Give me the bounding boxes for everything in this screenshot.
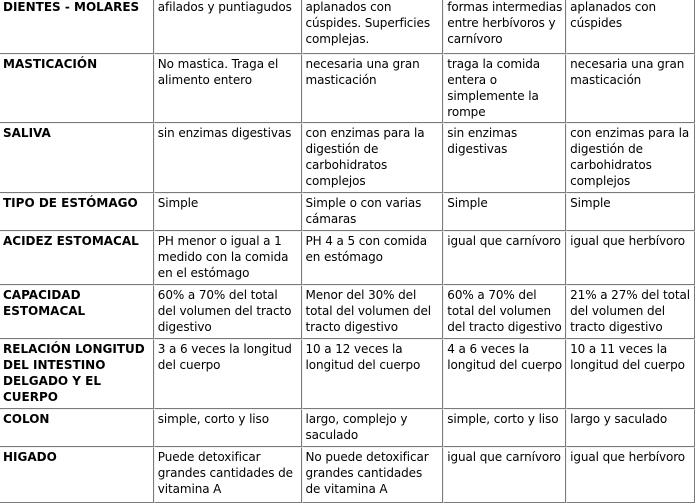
table-cell: Simple (443, 193, 566, 231)
table-cell: aplanados con cúspides. Superficies complejas. (302, 0, 444, 54)
row-header: ACIDEZ ESTOMACAL (0, 231, 154, 285)
table-cell: 10 a 11 veces la longitud del cuerpo (566, 339, 695, 409)
table-cell: Simple (566, 193, 695, 231)
table-row-dientes (0, 0, 695, 54)
table-cell: largo, complejo y saculado (302, 409, 444, 447)
table-row-relacion (0, 339, 695, 409)
table-cell: 4 a 6 veces la longitud del cuerpo (443, 339, 566, 409)
table-row-colon (0, 409, 695, 447)
row-header: DIENTES - MOLARES (0, 0, 154, 54)
table-cell: 60% a 70% del total del volumen del tracto digestivo (154, 285, 302, 339)
table-row-acidez (0, 231, 695, 285)
table-cell: necesaria una gran masticación (566, 54, 695, 123)
row-header: HIGADO (0, 447, 154, 503)
table-cell: igual que carnívoro (443, 447, 566, 503)
row-header: TIPO DE ESTÓMAGO (0, 193, 154, 231)
table-cell: largo y saculado (566, 409, 695, 447)
table-cell: afilados y puntiagudos (154, 0, 302, 54)
table-cell: PH menor o igual a 1 medido con la comida en el estómago (154, 231, 302, 285)
row-header: COLON (0, 409, 154, 447)
table-cell: PH 4 a 5 con comida en estómago (302, 231, 444, 285)
table-cell: simple, corto y liso (154, 409, 302, 447)
table-row-higado (0, 447, 695, 503)
table-cell: formas intermedias entre herbívoros y carnívoro (443, 0, 566, 54)
row-header: RELACIÓN LONGITUD DEL INTESTINO DELGADO Y EL CUERPO (0, 339, 154, 409)
table-cell: simple, corto y liso (443, 409, 566, 447)
row-header: MASTICACIÓN (0, 54, 154, 123)
table-cell: traga la comida entera o simplemente la rompe (443, 54, 566, 123)
table-cell: igual que herbívoro (566, 447, 695, 503)
table-cell: 10 a 12 veces la longitud del cuerpo (302, 339, 444, 409)
table-cell: 3 a 6 veces la longitud del cuerpo (154, 339, 302, 409)
table-cell: 60% a 70% del total del volumen del tracto digestivo (443, 285, 566, 339)
table-cell: con enzimas para la digestión de carbohidratos complejos (566, 123, 695, 193)
table-cell: Menor del 30% del total del volumen del tracto digestivo (302, 285, 444, 339)
table-cell: con enzimas para la digestión de carbohidratos complejos (302, 123, 444, 193)
table-row-saliva (0, 123, 695, 193)
row-header: SALIVA (0, 123, 154, 193)
table-cell: aplanados con cúspides (566, 0, 695, 54)
table-row-tipo-estomago (0, 193, 695, 231)
table-cell: igual que herbívoro (566, 231, 695, 285)
table-cell: Simple o con varias cámaras (302, 193, 444, 231)
table-row-masticacion (0, 54, 695, 123)
table-cell: 21% a 27% del total del volumen del tracto digestivo (566, 285, 695, 339)
table-cell: sin enzimas digestivas (154, 123, 302, 193)
table-cell: igual que carnívoro (443, 231, 566, 285)
table-cell: Simple (154, 193, 302, 231)
table-cell: No mastica. Traga el alimento entero (154, 54, 302, 123)
table-cell: Puede detoxificar grandes cantidades de vitamina A (154, 447, 302, 503)
table-cell: sin enzimas digestivas (443, 123, 566, 193)
table-cell: No puede detoxificar grandes cantidades de vitamina A (302, 447, 444, 503)
row-header: CAPACIDAD ESTOMACAL (0, 285, 154, 339)
table-cell: necesaria una gran masticación (302, 54, 444, 123)
table-row-capacidad (0, 285, 695, 339)
